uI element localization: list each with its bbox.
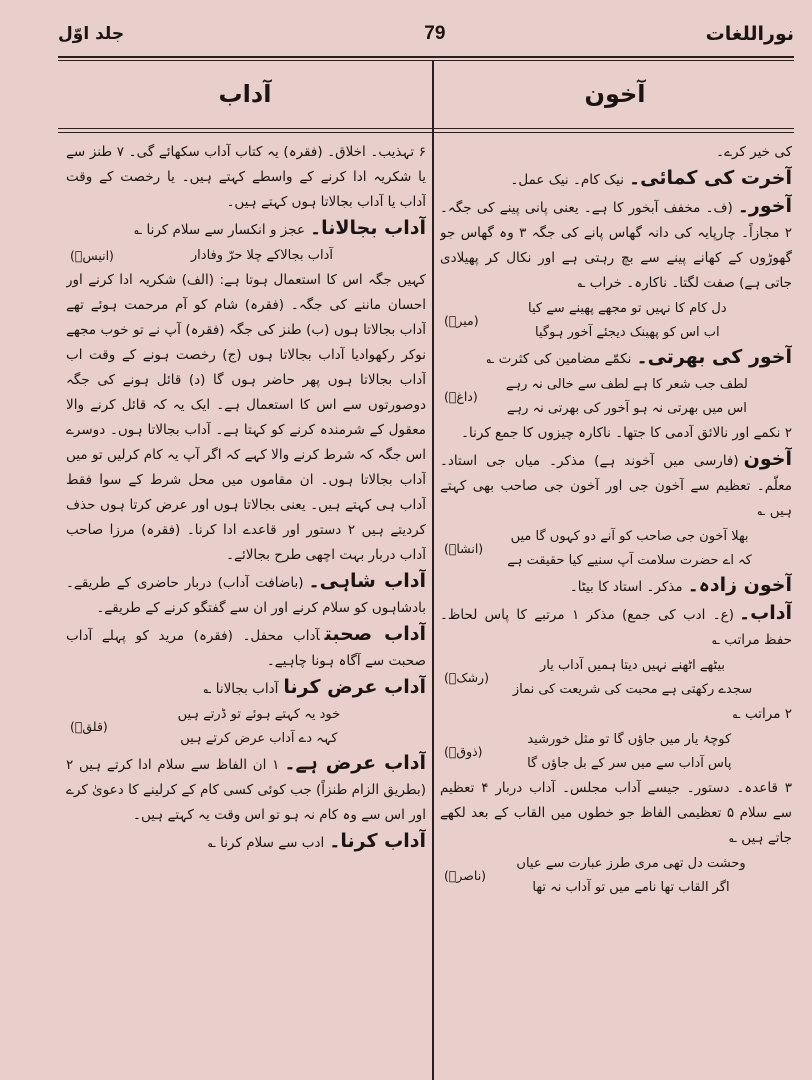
dictionary-entry [440, 345, 792, 372]
dictionary-entry [440, 702, 792, 727]
column-head-rule-thin [58, 132, 794, 133]
poet-name: (ذوقؔ) [444, 744, 483, 759]
entry-headword: آخون [743, 448, 792, 470]
entry-text: ۲ مراتب ؎ [732, 706, 792, 722]
verse-lines [116, 703, 402, 751]
dictionary-entry [66, 622, 426, 674]
entry-headword: آداب کرنا۔ [329, 830, 426, 852]
left-column [66, 140, 426, 1068]
dictionary-entry [66, 675, 426, 702]
dictionary-entry [440, 447, 792, 524]
header-rule-thin [58, 60, 794, 61]
poet-name: (قلقؔ) [70, 719, 108, 734]
right-column-heading: آخون [584, 80, 646, 108]
entry-text: عجز و انکسار سے سلام کرنا ؎ [134, 222, 305, 238]
verse-lines [497, 654, 768, 702]
entry-headword: آخور۔ [737, 195, 792, 217]
entry-headword: آخرت کی کمائی۔ [628, 167, 792, 189]
verse-block [440, 373, 792, 421]
entry-text: آداب محفل۔ (فقرہ) مرید کو پہلے آداب صحبت سے آگاہ ہونا چاہیے۔ [66, 628, 426, 669]
entry-text: (فارسی میں آخوند ہے) مذکر۔ میاں جی استاد۔ معلّم۔ تعظیم سے آخون جی اور آخون جی صاحب بھی کہتے ہیں ؎ [440, 453, 792, 519]
page-number: 79 [424, 23, 446, 44]
verse-line: دل کام کا نہیں تو مجھے پھینے سے کیا [527, 301, 727, 316]
entry-headword: آداب بجالانا۔ [310, 217, 426, 239]
dictionary-entry [66, 751, 426, 828]
header-rule [58, 56, 794, 58]
verse-line: کہ اے حضرت سلامت آپ سنیے کیا حقیقت ہے [507, 553, 752, 568]
entry-headword: آداب شاہی۔ [308, 570, 426, 592]
verse-line: بھلا آخون جی صاحب کو آنے دو کہوں گا میں [510, 529, 749, 544]
poet-name: (داغؔ) [444, 389, 478, 404]
verse-line: وحشت دل تھی مری طرز عبارت سے عیاں [516, 856, 746, 871]
column-head-rule [58, 128, 794, 129]
entry-text: ۳ قاعدہ۔ دستور۔ جیسے آداب مجلس۔ آداب دربار ۴ تعظیم سے سلام ۵ تعظیمی الفاظ جو خطوں میں القاب کے بعد لکھے جاتے ہیں ؎ [440, 780, 792, 846]
verse-line: لطف جب شعر کا ہے لطف سے خالی نہ رہے [505, 377, 748, 392]
dictionary-entry [66, 829, 426, 856]
book-title: نوراللغات [705, 23, 794, 45]
verse-line: خود یہ کہتے ہوئے تو ڈرتے ہیں [177, 707, 341, 722]
verse-line: کوچۂ یار میں جاؤں گا تو مثل خورشید [527, 732, 732, 747]
entry-text: ۲ نکمے اور نالائق آدمی کا جتھا۔ ناکارہ چیزوں کا جمع کرنا۔ [461, 425, 792, 441]
volume-label: جلد اوّل [58, 24, 125, 44]
entry-text: مذکر۔ استاد کا بیٹا۔ [569, 579, 683, 595]
entry-text: (باضافت آداب) دربار حاضری کے طریقے۔ بادشاہوں کو سلام کرنے اور ان سے گفتگو کرنے کے طریقے۔ [66, 575, 426, 616]
verse-block [440, 297, 792, 345]
dictionary-entry [440, 166, 792, 193]
entry-text: (ف۔ مخفف آبخور کا ہے۔ یعنی پانی پینے کی جگہ۔ ۲ مجازاً۔ چارپایہ کی دانہ گھاس پانے کی جگہ ۳ وہ گھاس جو گھوڑوں کے کھانے پینے سے بچ رہتی ہے اور نکال کر پھیلادی جاتی ہے) صفت لگتا۔ ناکارہ۔ خراب ؎ [440, 200, 792, 291]
dictionary-entry [66, 569, 426, 621]
verse-block [66, 703, 426, 751]
dictionary-entry [440, 573, 792, 600]
dictionary-entry [66, 268, 426, 568]
left-column-heading: آداب [218, 80, 272, 108]
dictionary-entry [440, 194, 792, 296]
dictionary-entry [440, 776, 792, 851]
verse-line: اس میں بھرتی نہ ہو آخور کی بھرتی نہ رہے [506, 401, 747, 416]
verse-line: آداب بجالاکے چلا حرّ وفادار [190, 248, 334, 263]
entry-text: ادب سے سلام کرنا ؎ [207, 835, 325, 851]
entry-headword: آخون زادہ۔ [687, 574, 792, 596]
verse-lines [491, 728, 768, 776]
verse-line: سجدے رکھتی ہے محبت کی شریعت کی نماز [512, 682, 753, 697]
verse-block [440, 525, 792, 573]
dictionary-entry [440, 140, 792, 165]
poet-name: (رشکؔ) [444, 670, 489, 685]
dictionary-entry [440, 421, 792, 446]
verse-block [440, 654, 792, 702]
verse-lines [494, 852, 768, 900]
verse-block [66, 244, 426, 268]
verse-lines [487, 297, 768, 345]
entry-text: نیک کام۔ نیک عمل۔ [510, 172, 624, 188]
verse-line: اب اس کو پھینک دیجئے آخور ہوگیا [535, 325, 720, 340]
entry-headword: آداب۔ [739, 602, 792, 624]
dictionary-entry [66, 216, 426, 243]
entry-headword: آداب عرض کرنا [283, 676, 426, 698]
verse-line: کہہ دے آداب عرض کرتے ہیں [180, 731, 338, 746]
entry-text: ۶ تہذیب۔ اخلاق۔ (فقرہ) یہ کتاب آداب سکھائے گی۔ ۷ طنز سے یا شکریہ ادا کرنے کے واسطے کہتے ہیں۔ یا رخصت کے وقت آداب یا آداب بجالاتا ہوں کہتے ہیں۔ [66, 144, 426, 210]
verse-block [440, 728, 792, 776]
verse-lines [491, 525, 768, 573]
poet-name: (انیسؔ) [70, 248, 114, 263]
entry-text: کہیں جگہ اس کا استعمال ہوتا ہے: (الف) شکریہ ادا کرنے اور احسان ماننے کی جگہ۔ (فقرہ) شام کو آم مرحمت ہوئے تھے آداب بجالاتا ہوں (ب) طنز کی جگہ (فقرہ) آپ نے تو خوب مجھے نوکر رکھوادیا آداب بجالاتا ہوں (ج) رخصت ہونے کے وقت اب آداب بجالاتا ہوں پھر حاضر ہوں گا (د) قائل ہونے کی جگہ دوصورتوں سے اس کا استعمال ہے۔ ایک یہ کہ قائل کرنے والا معقول کے شرمندہ کرنے کو کہتا ہے۔ آداب بجالاتا ہوں۔ دوسرے اس جگہ کہ شرط کرنے والا کہے کہ اگر آپ یہ کام کرلیں تو میں آداب بجالاتا ہوں۔ ان مقاموں میں محل شرط کے سوا فقط آداب ہی کہتے ہیں۔ یعنی بجالاتا ہوں اور عرض کرتا ہوں حذف کردیتے ہیں ۲ دستور اور قاعدے ادا کرنا۔ (فقرہ) مرزا صاحب آداب دربار بہت اچھی طرح بجالائے۔ [66, 272, 426, 563]
right-column [440, 140, 792, 1068]
entry-headword: آخور کی بھرتی۔ [636, 346, 792, 368]
entry-text: آداب بجالانا ؎ [203, 681, 279, 697]
entry-text: نکمّے مضامین کی کثرت ؎ [486, 351, 632, 367]
entry-text: ۱ ان الفاظ سے سلام ادا کرتے ہیں ۲ (بطریق الزام طنزاً) جب کوئی کسی کام کے کرلینے کا دعویٰ کرے اور اس سے وہ کام نہ ہو تو اس وقت یہ کہتے ہیں۔ [66, 757, 426, 823]
column-divider [432, 60, 434, 1080]
dictionary-entry [440, 601, 792, 653]
verse-line: بیٹھے اٹھنے نہیں دیتا ہمیں آداب یار [539, 658, 725, 673]
entry-headword: آداب عرض ہے۔ [284, 752, 426, 774]
entry-text: (ع۔ ادب کی جمع) مذکر ۱ مرتبے کا پاس لحاظ۔ حفظ مراتب ؎ [440, 607, 792, 648]
verse-line: اگر القاب تھا نامے میں تو آداب نہ تھا [532, 880, 730, 895]
dictionary-entry [66, 140, 426, 215]
poet-name: (انشاؔ) [444, 541, 484, 556]
poet-name: (ناصرؔ) [444, 868, 487, 883]
poet-name: (میرؔ) [444, 313, 479, 328]
entry-text: کی خیر کرے۔ [716, 144, 792, 160]
page-header [58, 14, 794, 54]
verse-lines [486, 373, 768, 421]
verse-block [440, 852, 792, 900]
verse-line: پاس آداب سے میں سر کے بل جاؤں گا [527, 756, 732, 771]
verse-lines [122, 244, 402, 268]
entry-headword: آداب صحبت [324, 623, 426, 645]
